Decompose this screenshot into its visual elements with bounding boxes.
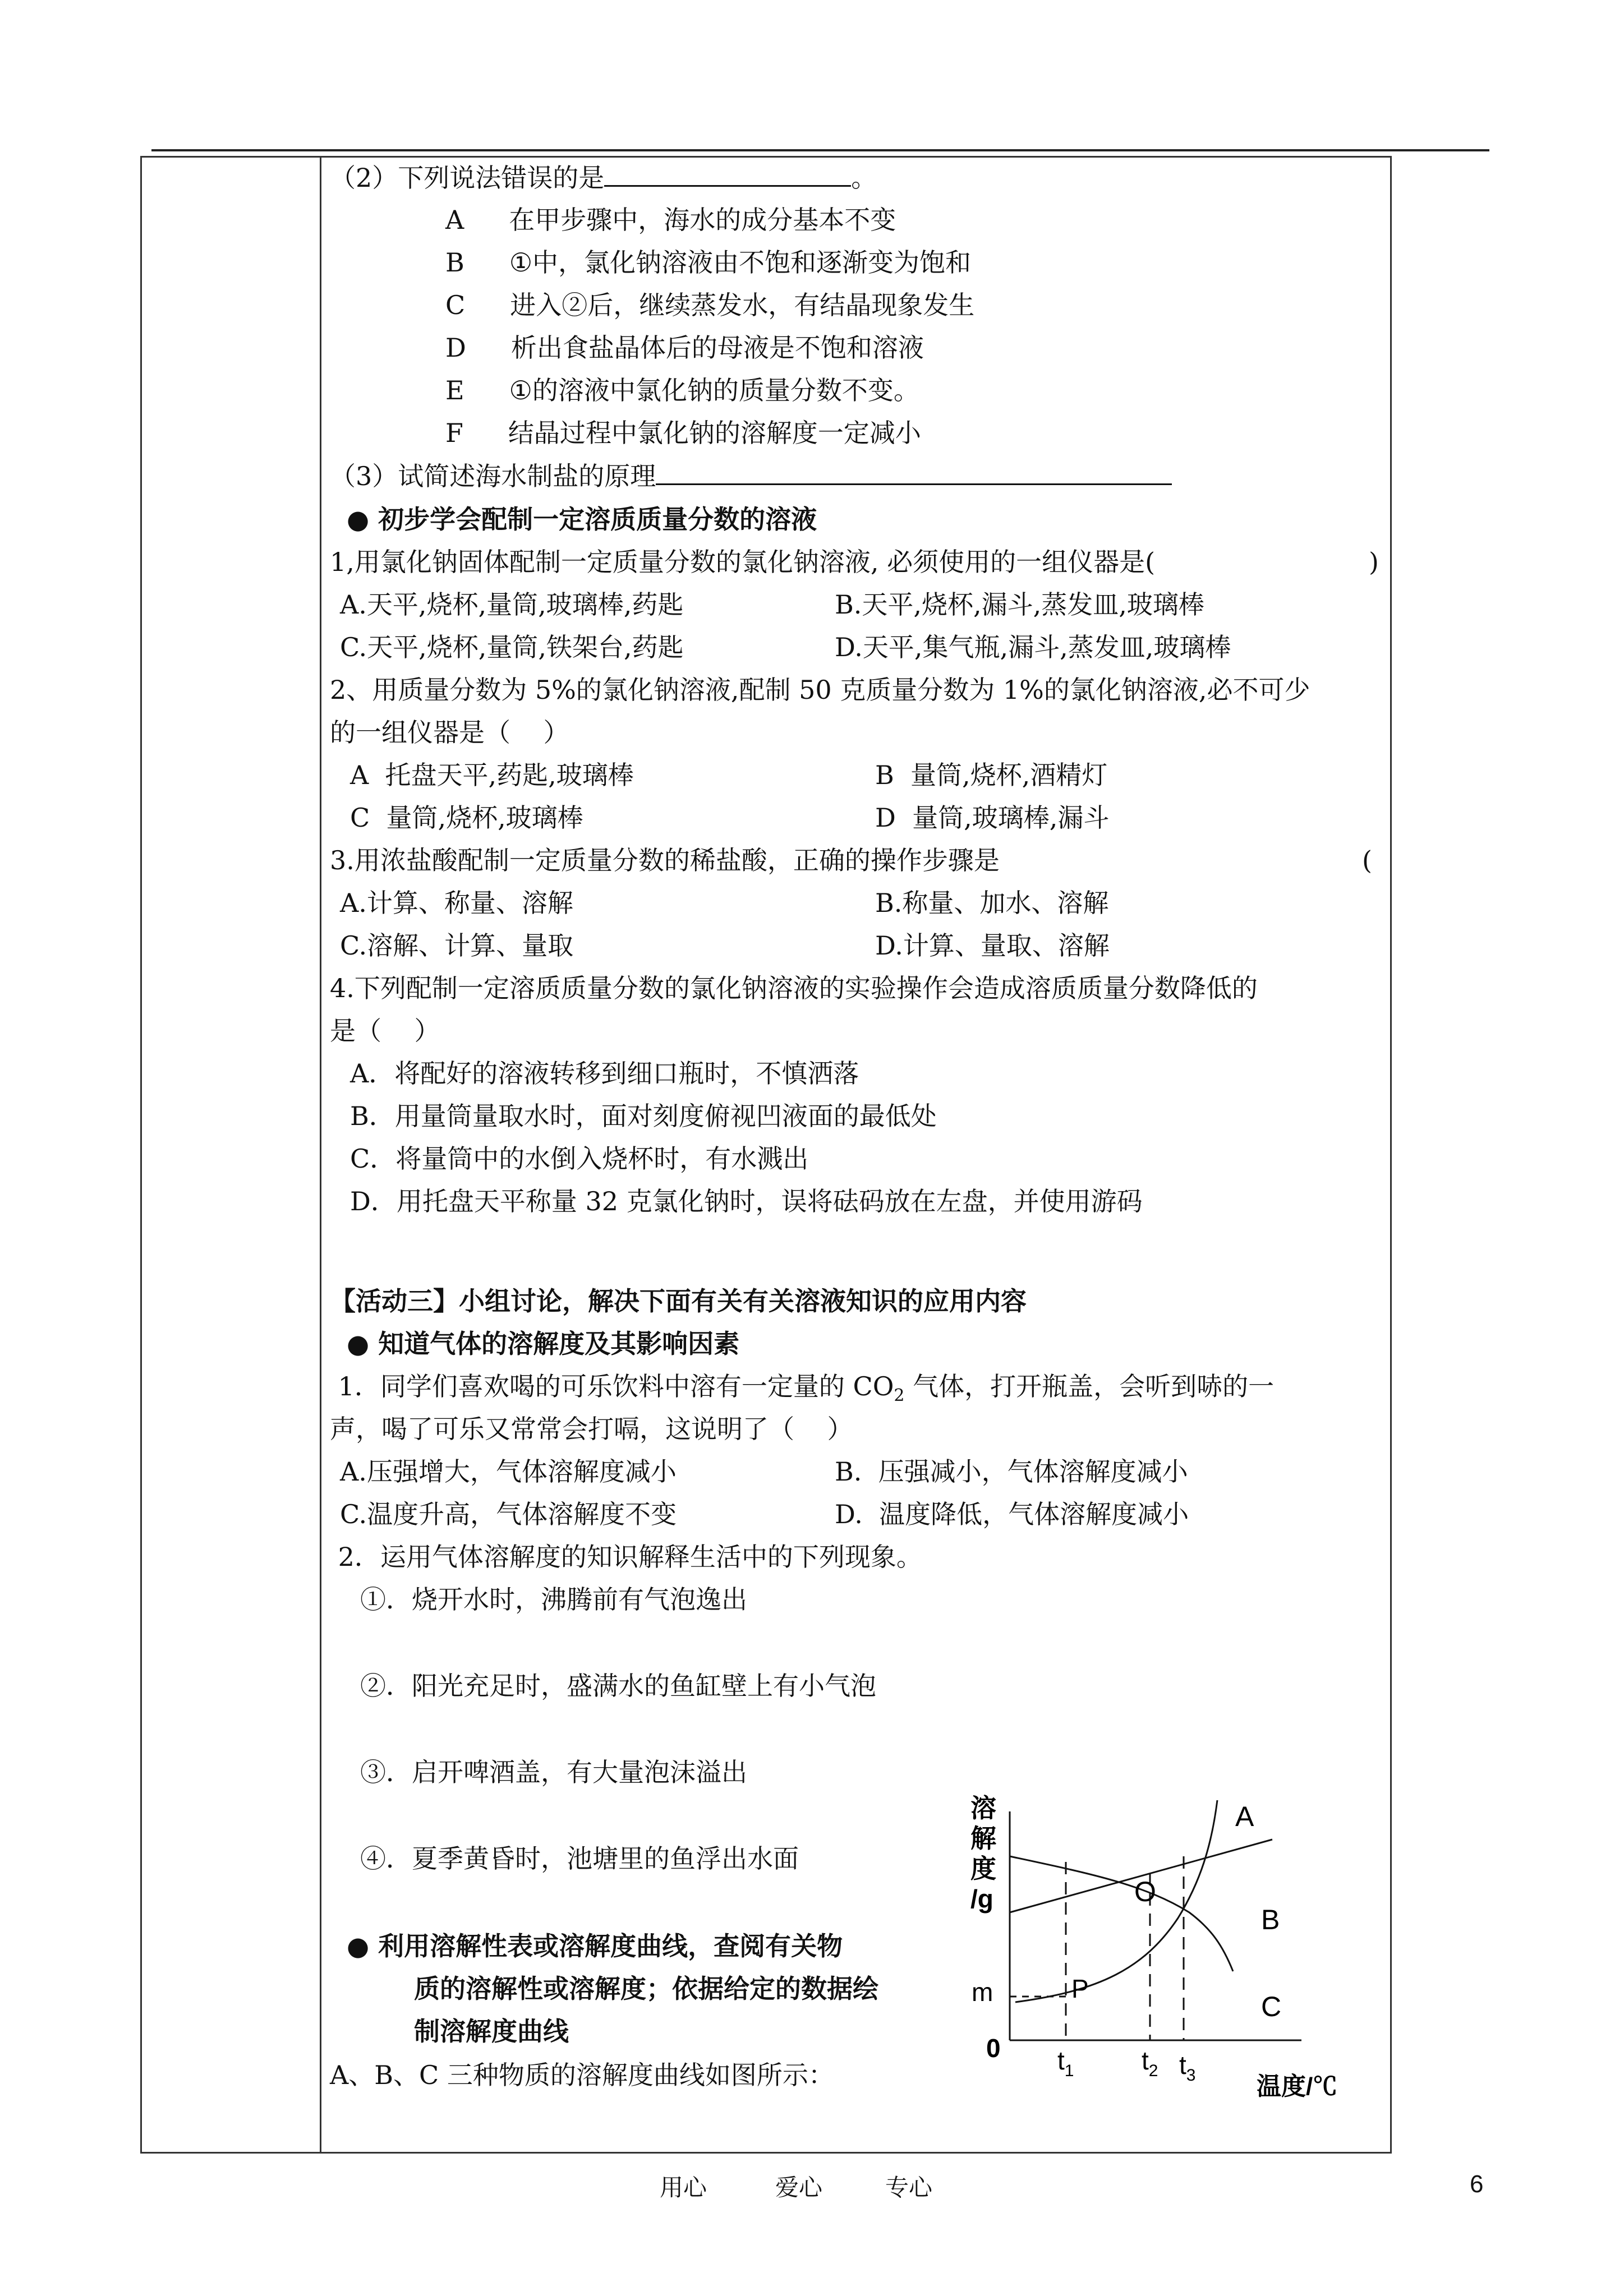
s1-q3-stem: 3.用浓盐酸配制一定质量分数的稀盐酸，正确的操作步骤是 [330,845,1000,875]
bullet-icon: ● [347,504,370,534]
s1-q3-a: A.计算、称量、溶解 [340,888,573,918]
s1-q4-line2: 是（ ） [330,1016,440,1046]
curve-a [1015,1800,1217,2002]
s1-q2-b: B 量筒,烧杯,酒精灯 [875,760,1108,790]
activity3-heading: 【活动三】小组讨论，解决下面有关有关溶液知识的应用内容 [330,1286,1027,1316]
s2-q2-item-1: ①．烧开水时，沸腾前有气泡逸出 [360,1584,747,1615]
s2-q2-item-2: ②．阳光充足时，盛满水的鱼缸壁上有小气泡 [360,1671,876,1701]
q2-stem-end: 。 [851,163,877,193]
label-m: m [972,1977,993,2007]
label-p: P [1071,1974,1089,2003]
section3-line2: 质的溶解性或溶解度；依据给定的数据绘 [414,1974,878,2004]
s1-q3-c: C.溶解、计算、量取 [340,930,574,961]
y-label-2: 解 [970,1824,996,1853]
q2-option-d: D 析出食盐晶体后的母液是不饱和溶液 [445,333,924,363]
footer-text-3: 专心 [885,2174,933,2201]
s1-q1-d: D.天平,集气瓶,漏斗,蒸发皿,玻璃棒 [835,632,1231,662]
s1-q1-b: B.天平,烧杯,漏斗,蒸发皿,玻璃棒 [835,589,1204,620]
answer-blank [604,159,851,187]
label-o: O [1134,1876,1156,1907]
s2-q1-a: A.压强增大，气体溶解度减小 [340,1456,677,1487]
q3-stem: （3）试简述海水制盐的原理 [330,461,656,491]
q2-option-a: A 在甲步骤中，海水的成分基本不变 [445,205,896,235]
s1-q2-line1: 2、用质量分数为 5%的氯化钠溶液,配制 50 克质量分数为 1%的氯化钠溶液,必不可少 [330,675,1310,705]
s1-q3-d: D.计算、量取、溶解 [875,930,1110,961]
s2-q2-item-3: ③．启开啤酒盖，有大量泡沫溢出 [360,1757,747,1787]
s1-q1-paren: ) [1369,547,1379,577]
label-b: B [1261,1904,1280,1935]
s1-q2-line2: 的一组仪器是（ ） [330,717,569,748]
section3-desc: A、B、C 三种物质的溶解度曲线如图所示： [330,2060,834,2090]
page-number: 6 [1470,2170,1484,2198]
s1-q1-stem: 1,用氯化钠固体配制一定质量分数的氯化钠溶液, 必须使用的一组仪器是( [330,547,1156,577]
s1-q4-c: C．将量筒中的水倒入烧杯时，有水溅出 [350,1144,809,1174]
s1-q2-a: A 托盘天平,药匙,玻璃棒 [350,760,634,790]
label-origin: 0 [986,2034,1001,2063]
q3-line [330,458,1172,494]
q2-stem-line [330,159,877,196]
answer-blank [656,458,1172,485]
tick-t2: $t_2$ [1142,2046,1158,2080]
tick-t3: $t_3$ [1179,2050,1196,2085]
q2-option-b: B ①中，氯化钠溶液由不饱和逐渐变为饱和 [445,247,972,278]
bullet-icon: ● [347,1931,370,1961]
section1-heading: ● 初步学会配制一定溶质质量分数的溶液 [347,504,817,534]
s1-q1-a: A.天平,烧杯,量筒,玻璃棒,药匙 [340,589,684,620]
tick-t1: $t_1$ [1057,2046,1074,2080]
s1-q4-line1: 4.下列配制一定溶质质量分数的氯化钠溶液的实验操作会造成溶质质量分数降低的 [330,973,1258,1003]
y-label-3: 度 [970,1854,996,1883]
section3-line3: 制溶解度曲线 [414,2016,569,2046]
section2-heading: ● 知道气体的溶解度及其影响因素 [347,1329,740,1359]
footer-text-1: 用心 [660,2174,707,2201]
column-divider [320,158,321,2152]
footer-text-2: 爱心 [775,2174,823,2201]
y-label-4: /g [970,1884,993,1914]
y-label-1: 溶 [970,1794,996,1823]
label-a: A [1235,1801,1254,1832]
section3-line1: ● 利用溶解性表或溶解度曲线，查阅有关物 [347,1931,843,1961]
q2-option-f: F 结晶过程中氯化钠的溶解度一定减小 [445,418,921,448]
s1-q3-b: B.称量、加水、溶解 [875,888,1109,918]
s2-q1-d: D. 温度降低，气体溶解度减小 [835,1499,1189,1529]
label-c: C [1261,1991,1282,2022]
s2-q1-line2: 声，喝了可乐又常常会打嗝，这说明了（ ） [330,1414,853,1444]
s2-q2-stem: 2．运用气体溶解度的知识解释生活中的下列现象。 [330,1542,922,1572]
s2-q1-line1: 1．同学们喜欢喝的可乐饮料中溶有一定量的 $CO_2$ 气体，打开瓶盖，会听到哧的一 [330,1371,1275,1406]
q2-option-e: E ①的溶液中氯化钠的质量分数不变。 [445,375,919,405]
top-rule [151,149,1489,151]
s2-q1-c: C.温度升高，气体溶解度不变 [340,1499,677,1529]
s1-q1-c: C.天平,烧杯,量筒,铁架台,药匙 [340,632,684,662]
s1-q2-c: C 量筒,烧杯,玻璃棒 [350,803,583,833]
s1-q2-d: D 量筒,玻璃棒,漏斗 [875,803,1110,833]
solubility-curve-diagram [965,1789,1369,2126]
q2-stem: （2）下列说法错误的是 [330,163,605,193]
q2-option-c: C 进入②后，继续蒸发水，有结晶现象发生 [445,290,975,320]
s1-q3-paren: ( [1362,845,1372,875]
bullet-icon: ● [347,1329,370,1359]
s1-q4-d: D．用托盘天平称量 32 克氯化钠时，误将砝码放在左盘，并使用游码 [350,1186,1143,1216]
x-axis-label: 温度/℃ [1257,2073,1338,2100]
s2-q1-b: B. 压强减小，气体溶解度减小 [835,1456,1188,1487]
s1-q4-b: B．用量筒量取水时，面对刻度俯视凹液面的最低处 [350,1101,937,1131]
s2-q2-item-4: ④．夏季黄昏时，池塘里的鱼浮出水面 [360,1843,799,1874]
s1-q4-a: A．将配好的溶液转移到细口瓶时，不慎洒落 [350,1058,859,1089]
